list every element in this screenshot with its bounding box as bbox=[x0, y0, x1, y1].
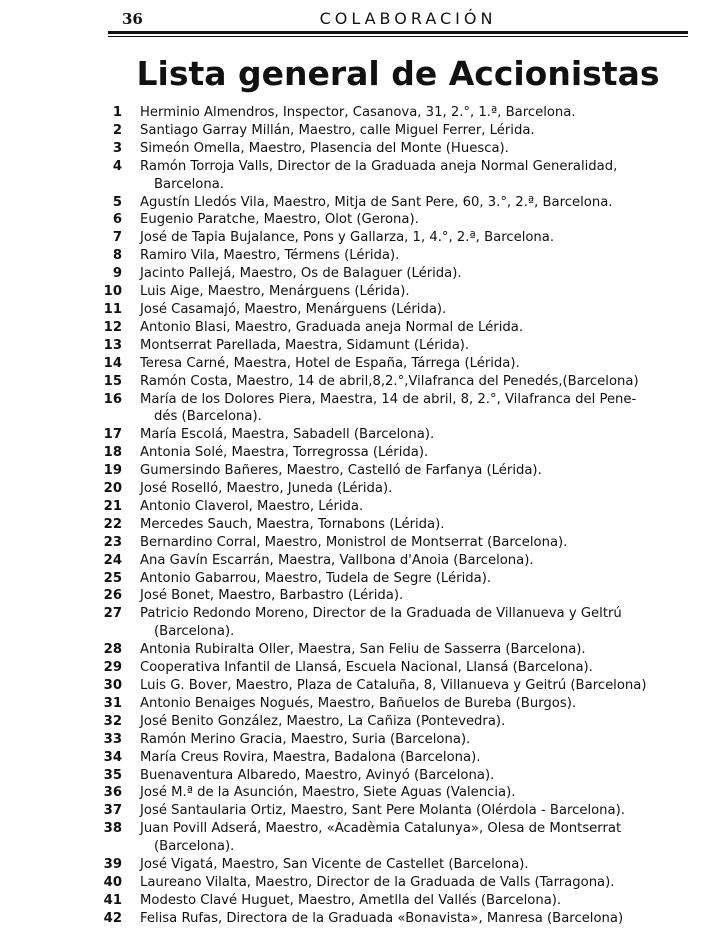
list-item bbox=[100, 498, 688, 516]
entry-line: Antonio Blasi, Maestro, Graduada aneja Normal de Lérida. bbox=[140, 319, 524, 335]
list-item bbox=[100, 373, 688, 391]
list-item bbox=[100, 301, 688, 319]
entry-line: Mercedes Sauch, Maestra, Tornabons (Lérida). bbox=[140, 516, 445, 532]
entry-text bbox=[140, 211, 688, 229]
entry-line: Antonio Benaiges Nogués, Maestro, Bañuelos de Bureba (Burgos). bbox=[140, 695, 577, 711]
entry-text bbox=[140, 749, 688, 767]
entry-number: 4 bbox=[112, 158, 122, 174]
entry-continuation-line: Barcelona. bbox=[154, 176, 224, 192]
entry-number: 17 bbox=[103, 427, 122, 443]
entry-number: 9 bbox=[112, 266, 122, 282]
list-item bbox=[100, 802, 688, 820]
entry-line: Antonia Solé, Maestra, Torregrossa (Lérida). bbox=[140, 445, 429, 461]
list-item bbox=[100, 767, 688, 785]
entry-text bbox=[140, 570, 688, 588]
entry-text bbox=[140, 480, 688, 498]
entry-number: 16 bbox=[103, 391, 122, 407]
entry-text bbox=[140, 677, 688, 695]
entry-text bbox=[140, 194, 688, 212]
entry-number: 11 bbox=[103, 301, 122, 317]
entry-number: 38 bbox=[103, 821, 122, 837]
entry-line: José M.ª de la Asunción, Maestro, Siete Aguas (Valencia). bbox=[140, 785, 516, 801]
entry-line: Montserrat Parellada, Maestra, Sidamunt (Lérida). bbox=[140, 337, 470, 353]
list-item bbox=[100, 391, 688, 427]
entry-number: 15 bbox=[103, 373, 122, 389]
entry-text bbox=[140, 856, 688, 874]
list-item bbox=[100, 462, 688, 480]
entry-number: 28 bbox=[103, 642, 122, 658]
entry-number: 3 bbox=[112, 140, 122, 156]
list-item bbox=[100, 749, 688, 767]
entry-number: 23 bbox=[103, 534, 122, 550]
list-item bbox=[100, 856, 688, 874]
entry-line: Modesto Clavé Huguet, Maestro, Ametlla del Vallés (Barcelona). bbox=[140, 892, 562, 908]
entry-line: Eugenio Paratche, Maestro, Olot (Gerona). bbox=[140, 212, 419, 228]
entry-text bbox=[140, 516, 688, 534]
entry-number: 21 bbox=[103, 498, 122, 514]
entry-line: Laureano Vilalta, Maestro, Director de la Graduada de Valls (Tarragona). bbox=[140, 874, 615, 890]
list-item bbox=[100, 480, 688, 498]
entry-text bbox=[140, 337, 688, 355]
entry-text bbox=[140, 784, 688, 802]
entry-text bbox=[140, 802, 688, 820]
entry-text bbox=[140, 247, 688, 265]
entry-text bbox=[140, 229, 688, 247]
entry-line: Ana Gavín Escarrán, Maestra, Vallbona d'Anoia (Barcelona). bbox=[140, 552, 534, 568]
list-item bbox=[100, 605, 688, 641]
entry-line: José de Tapia Bujalance, Pons y Gallarza, 1, 4.°, 2.ª, Barcelona. bbox=[140, 230, 555, 246]
entry-text bbox=[140, 587, 688, 605]
list-item bbox=[100, 283, 688, 301]
list-item bbox=[100, 570, 688, 588]
entry-text bbox=[140, 426, 688, 444]
entry-number: 39 bbox=[103, 857, 122, 873]
entry-number: 8 bbox=[112, 248, 122, 264]
entry-number: 13 bbox=[103, 337, 122, 353]
entry-line: Jacinto Pallejá, Maestro, Os de Balaguer (Lérida). bbox=[140, 266, 462, 282]
entry-number: 22 bbox=[103, 516, 122, 532]
list-item bbox=[100, 910, 688, 928]
entry-line: María de los Dolores Piera, Maestra, 14 de abril, 8, 2.°, Vilafranca del Pene- bbox=[140, 391, 637, 407]
entry-text bbox=[140, 820, 688, 856]
entry-text bbox=[140, 265, 688, 283]
list-item bbox=[100, 641, 688, 659]
entry-text bbox=[140, 767, 688, 785]
entry-number: 36 bbox=[103, 785, 122, 801]
entry-line: Ramón Costa, Maestro, 14 de abril,8,2.°,Vilafranca del Penedés,(Barcelona) bbox=[140, 373, 639, 389]
entry-number: 5 bbox=[112, 194, 122, 210]
entry-line: Felisa Rufas, Directora de la Graduada «Bonavista», Manresa (Barcelona) bbox=[140, 910, 624, 926]
entry-text bbox=[140, 104, 688, 122]
list-item bbox=[100, 158, 688, 194]
entry-number: 19 bbox=[103, 463, 122, 479]
entry-line: José Casamajó, Maestro, Menárguens (Lérida). bbox=[140, 301, 447, 317]
entry-number: 33 bbox=[103, 731, 122, 747]
entry-line: Antonio Claverol, Maestro, Lérida. bbox=[140, 498, 364, 514]
list-item bbox=[100, 552, 688, 570]
entry-line: Herminio Almendros, Inspector, Casanova, 31, 2.°, 1.ª, Barcelona. bbox=[140, 105, 576, 120]
entry-text bbox=[140, 874, 688, 892]
entry-line: José Bonet, Maestro, Barbastro (Lérida). bbox=[140, 588, 404, 604]
entry-number: 26 bbox=[103, 588, 122, 604]
entry-number: 20 bbox=[103, 481, 122, 497]
entry-line: Patricio Redondo Moreno, Director de la Graduada de Villanueva y Geltrú bbox=[140, 606, 622, 622]
list-item bbox=[100, 695, 688, 713]
entry-continuation-line: (Barcelona). bbox=[154, 624, 235, 640]
list-item bbox=[100, 713, 688, 731]
list-item bbox=[100, 247, 688, 265]
list-item bbox=[100, 677, 688, 695]
entry-text bbox=[140, 158, 688, 194]
list-item bbox=[100, 319, 688, 337]
entry-number: 35 bbox=[103, 767, 122, 783]
entry-line: Antonia Rubiralta Oller, Maestra, San Feliu de Sasserra (Barcelona). bbox=[140, 642, 586, 658]
entry-line: Antonio Gabarrou, Maestro, Tudela de Segre (Lérida). bbox=[140, 570, 492, 586]
list-item bbox=[100, 444, 688, 462]
entry-number: 6 bbox=[112, 212, 122, 228]
list-item bbox=[100, 229, 688, 247]
list-item bbox=[100, 426, 688, 444]
entry-line: Luis G. Bover, Maestro, Plaza de Cataluña, 8, Villanueva y Geitrú (Barcelona) bbox=[140, 678, 647, 693]
shareholder-list bbox=[100, 104, 688, 928]
entry-number: 27 bbox=[103, 606, 122, 622]
entry-number: 25 bbox=[103, 570, 122, 586]
entry-text bbox=[140, 892, 688, 910]
entry-text bbox=[140, 444, 688, 462]
list-item bbox=[100, 337, 688, 355]
header-rule-thin bbox=[108, 36, 688, 37]
entry-line: Ramiro Vila, Maestro, Térmens (Lérida). bbox=[140, 248, 400, 264]
entry-text bbox=[140, 283, 688, 301]
entry-line: José Benito González, Maestro, La Cañiza (Pontevedra). bbox=[140, 713, 506, 729]
page-title: Lista general de Accionistas bbox=[136, 54, 660, 93]
entry-line: Juan Povill Adserá, Maestro, «Acadèmia Catalunya», Olesa de Montserrat bbox=[140, 821, 622, 837]
list-item bbox=[100, 659, 688, 677]
list-item bbox=[100, 784, 688, 802]
header-rule-thick bbox=[108, 31, 688, 34]
entry-text bbox=[140, 605, 688, 641]
list-item bbox=[100, 140, 688, 158]
entry-line: Luis Aige, Maestro, Menárguens (Lérida). bbox=[140, 284, 410, 300]
list-item bbox=[100, 104, 688, 122]
entry-line: Cooperativa Infantil de Llansá, Escuela Nacional, Llansá (Barcelona). bbox=[140, 660, 593, 676]
entry-number: 18 bbox=[103, 445, 122, 461]
entry-line: Ramón Merino Gracia, Maestro, Suria (Barcelona). bbox=[140, 731, 471, 747]
entry-number: 42 bbox=[103, 910, 122, 926]
entry-number: 29 bbox=[103, 660, 122, 676]
entry-text bbox=[140, 534, 688, 552]
entry-number: 10 bbox=[103, 284, 122, 300]
list-item bbox=[100, 892, 688, 910]
entry-text bbox=[140, 498, 688, 516]
entry-line: Buenaventura Albaredo, Maestro, Avinyó (Barcelona). bbox=[140, 767, 495, 783]
list-item bbox=[100, 211, 688, 229]
entry-line: Agustín Lledós Vila, Maestro, Mitja de Sant Pere, 60, 3.°, 2.ª, Barcelona. bbox=[140, 194, 613, 210]
entry-line: María Creus Rovira, Maestra, Badalona (Barcelona). bbox=[140, 749, 481, 765]
entry-line: Santiago Garray Millán, Maestro, calle Miguel Ferrer, Lérida. bbox=[140, 122, 535, 138]
entry-text bbox=[140, 462, 688, 480]
entry-number: 2 bbox=[112, 122, 122, 138]
entry-text bbox=[140, 391, 688, 427]
entry-number: 41 bbox=[103, 892, 122, 908]
entry-number: 34 bbox=[103, 749, 122, 765]
entry-number: 12 bbox=[103, 319, 122, 335]
entry-line: Simeón Omella, Maestro, Plasencia del Monte (Huesca). bbox=[140, 140, 509, 156]
list-item bbox=[100, 534, 688, 552]
entry-continuation-line: dés (Barcelona). bbox=[154, 409, 262, 425]
entry-text bbox=[140, 122, 688, 140]
entry-text bbox=[140, 355, 688, 373]
list-item bbox=[100, 820, 688, 856]
entry-number: 1 bbox=[112, 105, 122, 120]
entry-number: 30 bbox=[103, 678, 122, 693]
entry-line: María Escolá, Maestra, Sabadell (Barcelona). bbox=[140, 427, 435, 443]
entry-text bbox=[140, 695, 688, 713]
entry-text bbox=[140, 641, 688, 659]
entry-number: 31 bbox=[103, 695, 122, 711]
entry-number: 37 bbox=[103, 803, 122, 819]
running-head bbox=[108, 8, 688, 30]
list-item bbox=[100, 265, 688, 283]
entry-line: José Vigatá, Maestro, San Vicente de Castellet (Barcelona). bbox=[140, 857, 529, 873]
entry-number: 40 bbox=[103, 874, 122, 890]
entry-line: Ramón Torroja Valls, Director de la Graduada aneja Normal Generalidad, bbox=[140, 158, 618, 174]
entry-text bbox=[140, 731, 688, 749]
list-item bbox=[100, 874, 688, 892]
entry-text bbox=[140, 140, 688, 158]
entry-number: 7 bbox=[112, 230, 122, 246]
entry-text bbox=[140, 301, 688, 319]
entry-number: 32 bbox=[103, 713, 122, 729]
entry-continuation-line: (Barcelona). bbox=[154, 839, 235, 855]
list-item bbox=[100, 194, 688, 212]
entry-text bbox=[140, 910, 688, 928]
entry-line: José Roselló, Maestro, Juneda (Lérida). bbox=[140, 481, 393, 497]
entry-line: Bernardino Corral, Maestro, Monistrol de Montserrat (Barcelona). bbox=[140, 534, 568, 550]
journal-name: COLABORACIÓN bbox=[319, 9, 497, 28]
list-item bbox=[100, 587, 688, 605]
entry-line: José Santaularia Ortiz, Maestro, Sant Pere Molanta (Olérdola - Barcelona). bbox=[140, 803, 625, 819]
entry-text bbox=[140, 319, 688, 337]
entry-number: 24 bbox=[103, 552, 122, 568]
entry-text bbox=[140, 373, 688, 391]
entry-text bbox=[140, 713, 688, 731]
entry-line: Teresa Carné, Maestra, Hotel de España, Tárrega (Lérida). bbox=[140, 355, 520, 371]
list-item bbox=[100, 731, 688, 749]
entry-text bbox=[140, 552, 688, 570]
entry-number: 14 bbox=[103, 355, 122, 371]
list-item bbox=[100, 516, 688, 534]
page-number: 36 bbox=[122, 10, 143, 28]
entry-text bbox=[140, 659, 688, 677]
list-item bbox=[100, 355, 688, 373]
list-item bbox=[100, 122, 688, 140]
entry-line: Gumersindo Bañeres, Maestro, Castelló de Farfanya (Lérida). bbox=[140, 463, 542, 479]
